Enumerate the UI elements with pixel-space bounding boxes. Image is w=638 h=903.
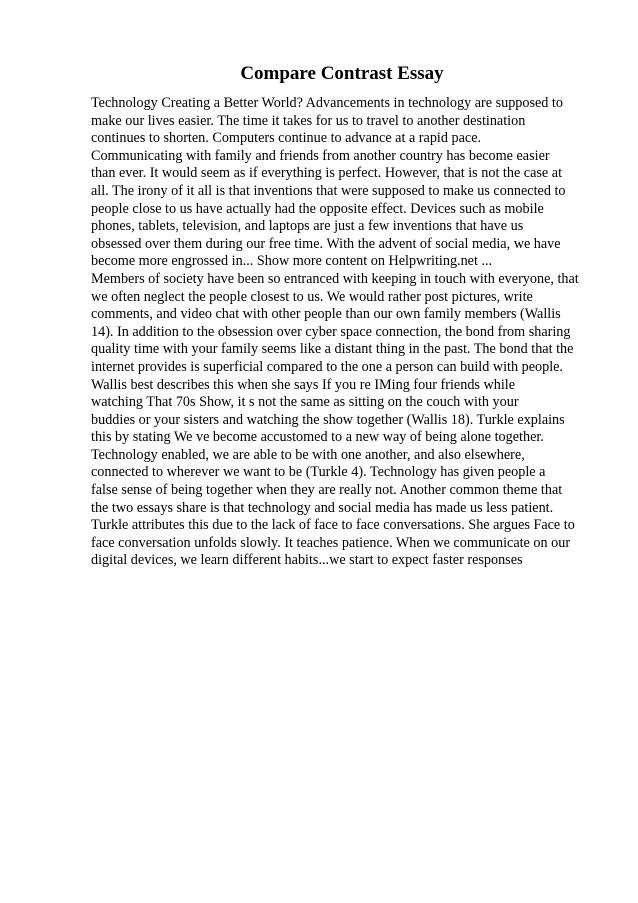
body-line: the two essays share is that technology and social media has made us less patient. [91, 499, 554, 516]
body-line: obsessed over them during our free time. With the advent of social media, we have [91, 235, 561, 252]
body-line: comments, and video chat with other people than our own family members (Wallis [91, 306, 561, 323]
body-line: all. The irony of it all is that inventions that were supposed to make us connected to [91, 182, 566, 199]
body-line: quality time with your family seems like a distant thing in the past. The bond that the [91, 341, 574, 358]
body-line: 14). In addition to the obsession over cyber space connection, the bond from sharing [91, 323, 571, 340]
body-line: make our lives easier. The time it takes for us to travel to another destination [91, 112, 526, 129]
body-line: connected to wherever we want to be (Turkle 4). Technology has given people a [91, 464, 546, 481]
body-line: Members of society have been so entranced with keeping in touch with everyone, that [91, 270, 579, 287]
body-line: buddies or your sisters and watching the show together (Wallis 18). Turkle explains [91, 411, 565, 428]
body-line: internet provides is superficial compared to the one a person can build with people. [91, 358, 563, 375]
body-line: face conversation unfolds slowly. It teaches patience. When we communicate on our [91, 534, 571, 551]
body-line: digital devices, we learn different habits...we start to expect faster responses [91, 552, 523, 569]
document-title: Compare Contrast Essay [240, 63, 444, 84]
body-line: Technology Creating a Better World? Advancements in technology are supposed to [91, 95, 563, 111]
body-line: continues to shorten. Computers continue to advance at a rapid pace. [91, 130, 482, 147]
body-line: Technology enabled, we are able to be with one another, and also elsewhere, [91, 446, 525, 463]
body-line: this by stating We ve become accustomed to a new way of being alone together. [91, 429, 544, 446]
body-line: Turkle attributes this due to the lack of face to face conversations. She argues Face to [91, 517, 575, 534]
body-line: watching That 70s Show, it s not the same as sitting on the couch with your [91, 394, 519, 411]
body-line: false sense of being together when they are really not. Another common theme that [91, 482, 563, 499]
body-line: become more engrossed in... Show more content on Helpwriting.net ... [91, 253, 493, 270]
document-body [91, 95, 611, 570]
body-line: than ever. It would seem as if everything is perfect. However, that is not the case at [91, 165, 563, 182]
body-line: we often neglect the people closest to us. We would rather post pictures, write [91, 288, 533, 305]
body-line: Communicating with family and friends from another country has become easier [91, 147, 550, 164]
body-line: phones, tablets, television, and laptops are just a few inventions that have us [91, 218, 524, 235]
body-line: people close to us have actually had the opposite effect. Devices such as mobile [91, 200, 544, 217]
body-line: Wallis best describes this when she says If you re IMing four friends while [91, 376, 515, 393]
